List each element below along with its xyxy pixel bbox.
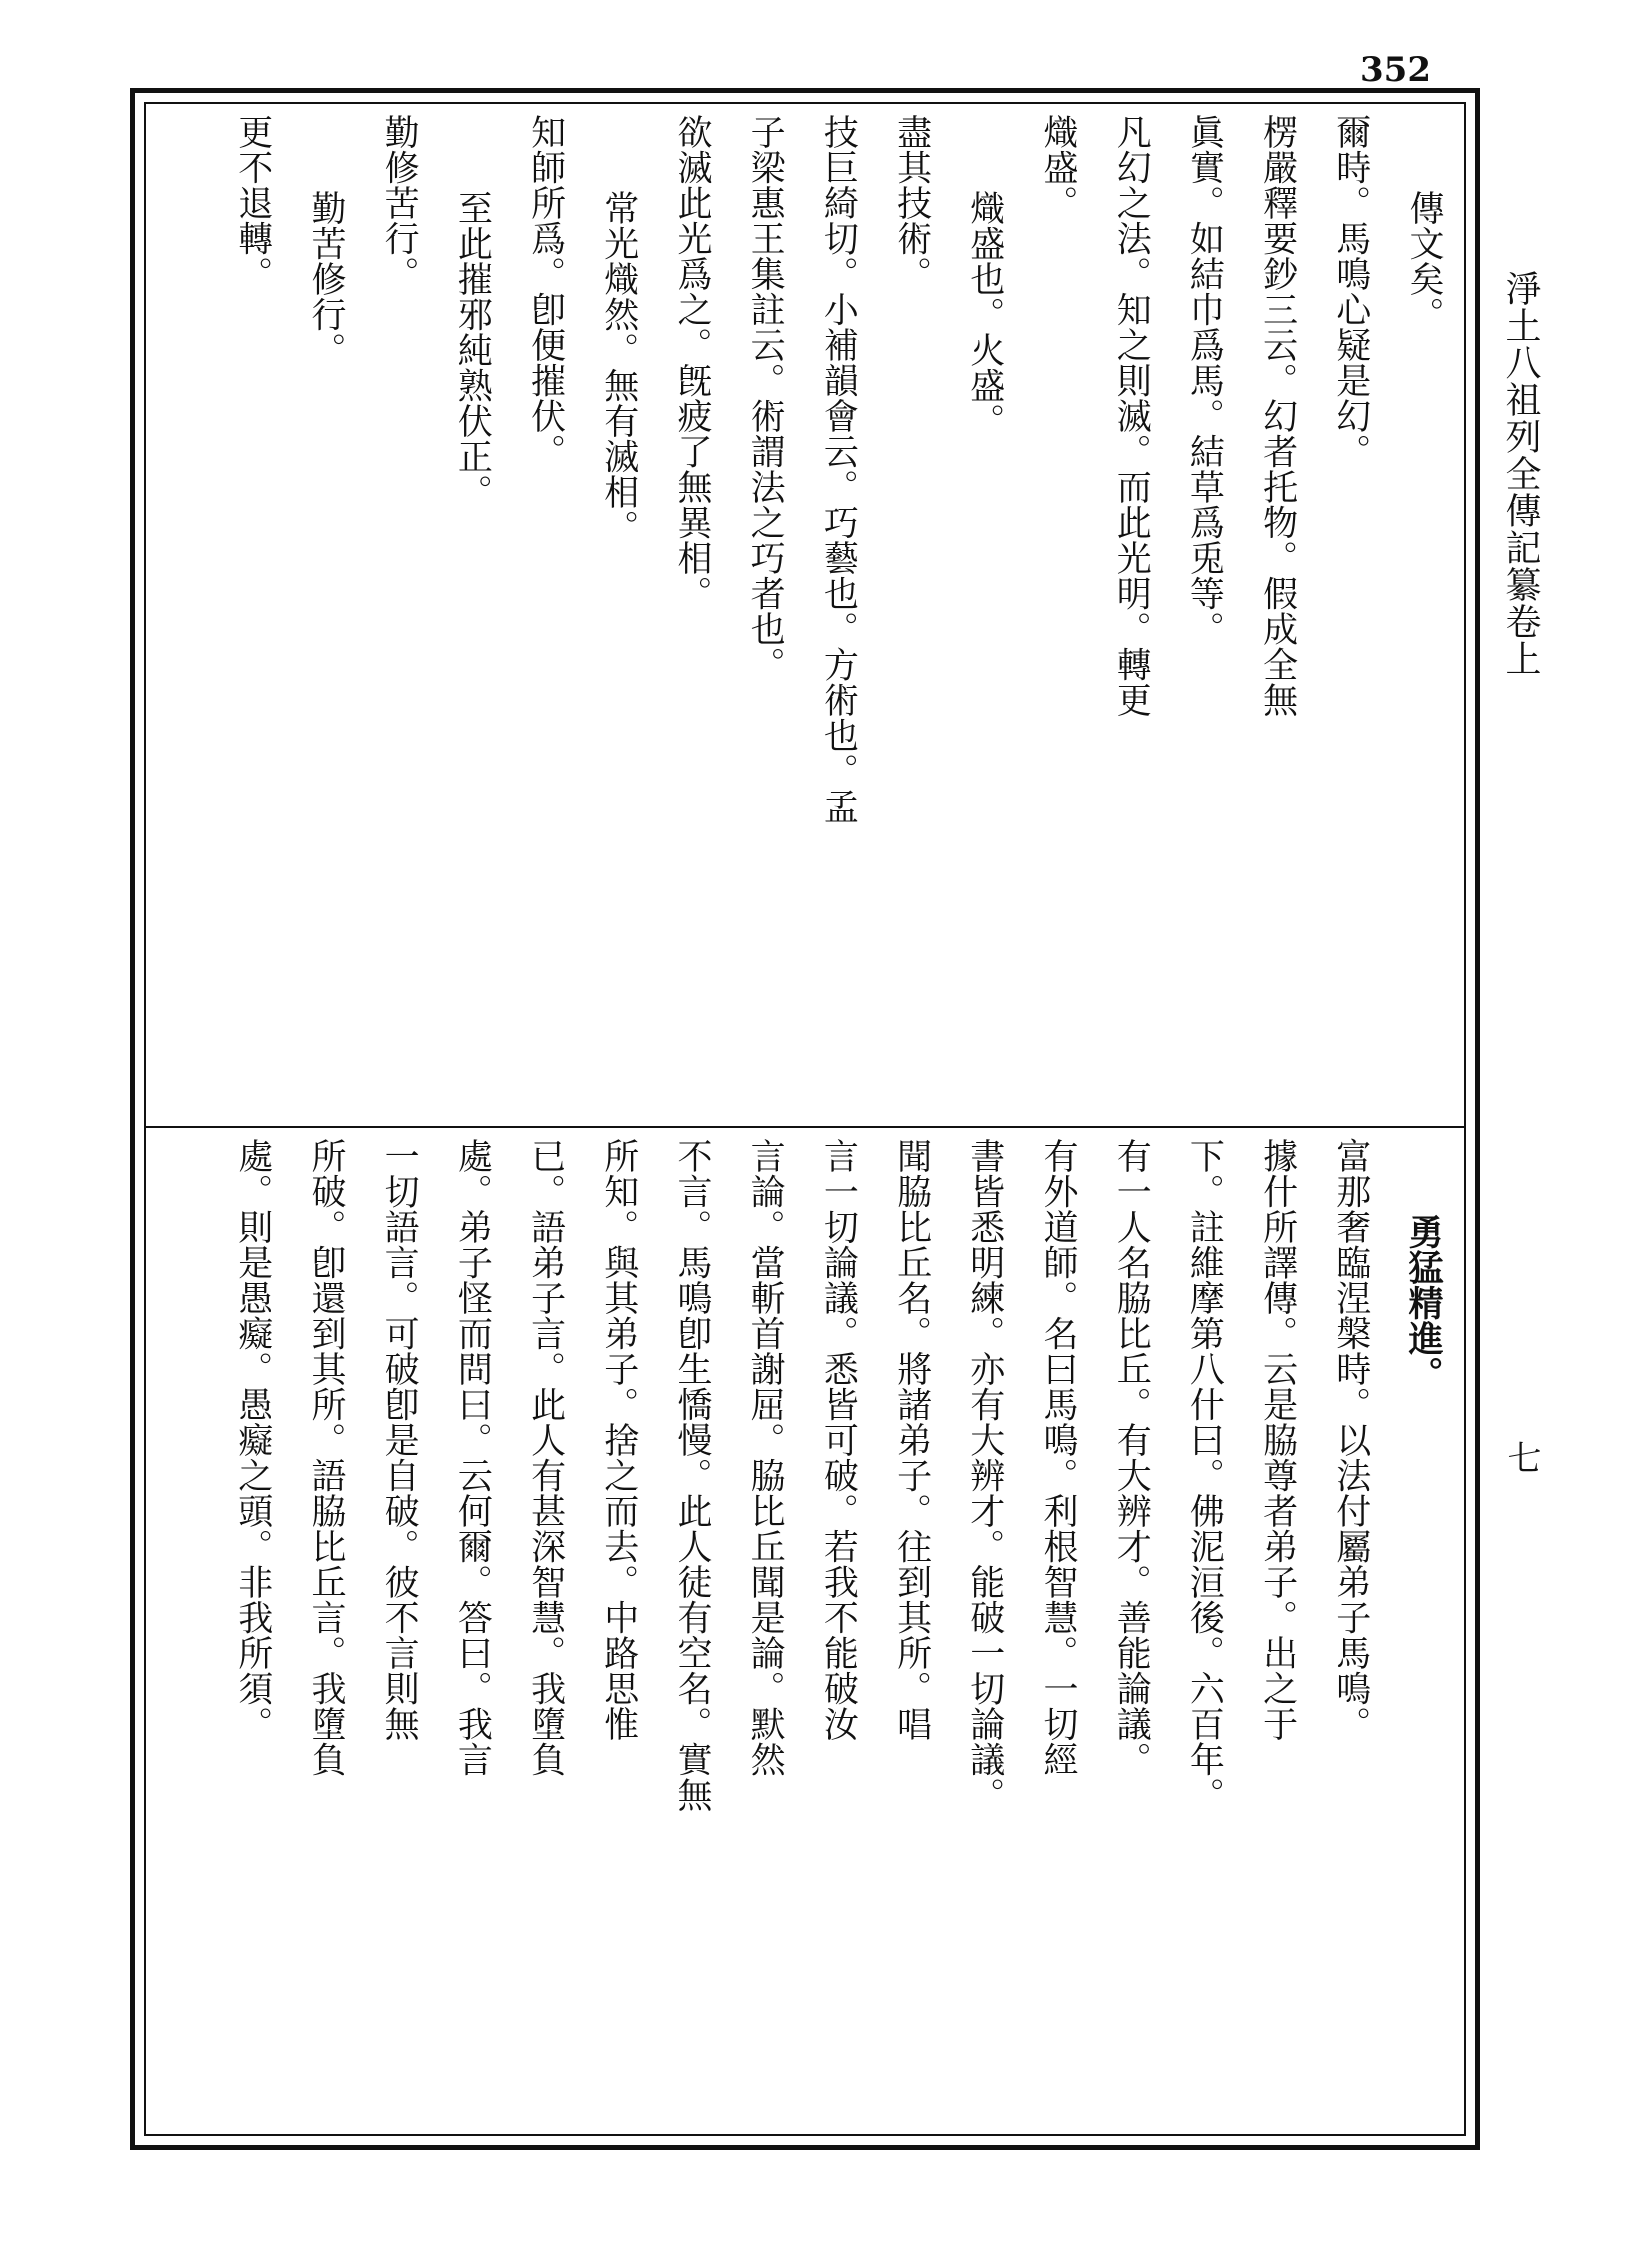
text-column: 已。語弟子言。此人有甚深智慧。我墮負 bbox=[525, 1138, 566, 1777]
text-column: 一切語言。可破卽是自破。彼不言則無 bbox=[379, 1138, 420, 1742]
text-column: 言論。當斬首謝屈。脇比丘聞是論。默然 bbox=[745, 1138, 786, 1777]
text-column: 熾盛也。火盛。 bbox=[964, 190, 1005, 439]
text-column: 爾時。馬鳴心疑是幻。 bbox=[1330, 114, 1371, 469]
text-column: 處。弟子怪而問曰。云何爾。答曰。我言 bbox=[452, 1138, 493, 1777]
text-column: 不言。馬鳴卽生憍慢。此人徒有空名。實無 bbox=[671, 1138, 712, 1813]
text-column: 更不退轉。 bbox=[232, 114, 273, 292]
section-divider bbox=[146, 1126, 1464, 1128]
text-column: 勇猛精進。 bbox=[1403, 1214, 1444, 1392]
text-column: 至此摧邪純熟伏正。 bbox=[452, 190, 493, 510]
text-column: 聞脇比丘名。將諸弟子。往到其所。唱 bbox=[891, 1138, 932, 1742]
text-column: 盡其技術。 bbox=[891, 114, 932, 292]
text-column: 勤修苦行。 bbox=[379, 114, 420, 292]
text-column: 眞實。如結巾爲馬。結草爲兎等。 bbox=[1184, 114, 1225, 647]
text-column: 富那奢臨涅槃時。以法付屬弟子馬鳴。 bbox=[1330, 1138, 1371, 1742]
text-column: 書皆悉明練。亦有大辨才。能破一切論議。 bbox=[964, 1138, 1005, 1813]
text-column: 傳文矣。 bbox=[1404, 190, 1444, 332]
text-column: 欲滅此光爲之。旣疲了無異相。 bbox=[671, 114, 712, 611]
text-column: 楞嚴釋要鈔三云。幻者托物。假成全無 bbox=[1257, 114, 1298, 718]
top-text-columns bbox=[216, 114, 1460, 1116]
text-column: 據什所譯傳。云是脇尊者弟子。出之于 bbox=[1257, 1138, 1298, 1742]
folio: 七 bbox=[1501, 1440, 1541, 1474]
text-column: 有一人名脇比丘。有大辨才。善能論議。 bbox=[1111, 1138, 1152, 1777]
text-column: 言一切論議。悉皆可破。若我不能破汝 bbox=[818, 1138, 859, 1742]
page-number: 352 bbox=[1360, 50, 1431, 90]
bottom-text-columns bbox=[216, 1138, 1460, 2126]
top-text-block bbox=[170, 114, 1460, 1116]
text-column: 處。則是愚癡。愚癡之頭。非我所須。 bbox=[232, 1138, 273, 1742]
running-head: 淨土八祖列全傳記纂卷上 bbox=[1500, 270, 1541, 677]
text-column: 技巨綺切。小補韻會云。巧藝也。方術也。孟 bbox=[818, 114, 859, 824]
text-column: 下。註維摩第八什曰。佛泥洹後。六百年。 bbox=[1184, 1138, 1225, 1813]
text-column: 凡幻之法。知之則滅。而此光明。轉更 bbox=[1111, 114, 1152, 718]
text-column: 有外道師。名曰馬鳴。利根智慧。一切經 bbox=[1037, 1138, 1078, 1777]
text-column: 所知。與其弟子。捨之而去。中路思惟 bbox=[598, 1138, 639, 1742]
text-column: 勤苦修行。 bbox=[305, 190, 346, 368]
bottom-text-block bbox=[170, 1138, 1460, 2126]
text-column: 熾盛。 bbox=[1037, 114, 1078, 221]
text-column: 知師所爲。卽便摧伏。 bbox=[525, 114, 566, 469]
text-column: 所破。卽還到其所。語脇比丘言。我墮負 bbox=[305, 1138, 346, 1777]
text-column: 常光熾然。無有滅相。 bbox=[598, 190, 639, 545]
text-column: 子梁惠王集註云。術謂法之巧者也。 bbox=[745, 114, 786, 682]
